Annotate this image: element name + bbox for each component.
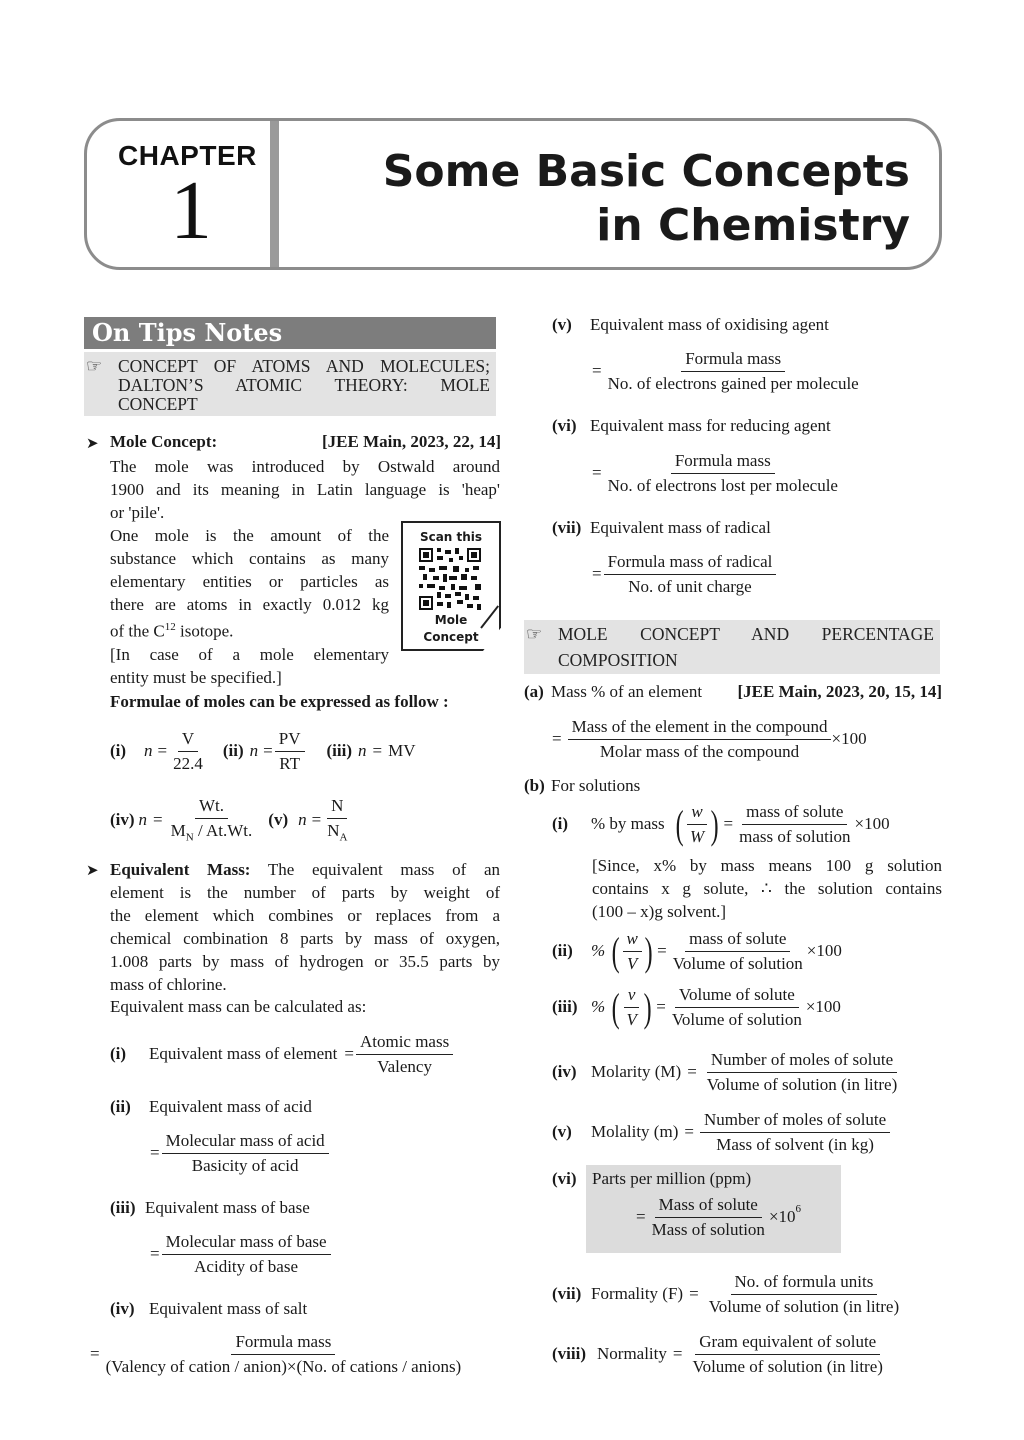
volume-by-volume-formula (552, 981, 841, 1033)
fraction-denominator (167, 819, 257, 843)
formula-variable: n (138, 810, 148, 829)
qr-bottom-label-1: Mole (434, 613, 468, 627)
formula-variable: n (298, 810, 307, 829)
fraction-numerator: Atomic mass (356, 1032, 453, 1055)
mole-paragraph-2 (110, 524, 389, 689)
fraction-numerator: Volume of solute (675, 985, 799, 1008)
fraction-denominator: V (626, 1009, 637, 1029)
equivalent-mass-calc-text: Equivalent mass can be calculated as: (110, 997, 367, 1016)
equals-sign: = (372, 741, 383, 760)
subscript: N (185, 831, 194, 844)
fraction (568, 717, 832, 762)
superscript: 6 (795, 1203, 802, 1215)
topic-line: DALTON’S ATOMIC THEORY: MOLE (118, 375, 490, 395)
text-line: One mole is the amount of the (110, 526, 389, 545)
fraction-numerator: Mass of solute (655, 1195, 762, 1218)
fraction-denominator: RT (279, 753, 300, 773)
fraction-numerator: Molecular mass of base (162, 1232, 331, 1255)
item-text: Mass % of an element (551, 682, 703, 701)
text-line: entity must be specified.] (110, 667, 282, 687)
equiv-base-label-row (110, 1198, 310, 1218)
equals-sign: = (153, 810, 163, 829)
item-label: (iv) (110, 1299, 135, 1318)
equiv-salt-formula (90, 1331, 465, 1377)
text-line: mass of chlorine. (110, 975, 227, 994)
text-line: element is the number of parts by weight of (110, 883, 500, 902)
qr-code-icon[interactable] (419, 548, 481, 610)
multiplier: ×100 (854, 814, 890, 833)
item-label: (iii) (110, 1198, 136, 1217)
fraction-numerator: Formula mass of radical (604, 552, 777, 575)
fraction-denominator: (Valency of cation / anion)×(No. of cations / anions) (105, 1356, 462, 1376)
reducing-label-row (552, 416, 831, 436)
fraction-denominator: Mass of solution (651, 1219, 765, 1239)
item-text: Molarity (M) (591, 1062, 682, 1081)
right-paren: ) (710, 801, 719, 847)
fraction-numerator: mass of solute (685, 929, 790, 952)
mass-percent-formula (552, 716, 867, 762)
multiplier: ×100 (806, 941, 842, 960)
superscript: 12 (164, 621, 176, 633)
molarity-formula (552, 1048, 901, 1096)
item-label: (iv) (552, 1062, 577, 1081)
molality-formula (552, 1108, 890, 1156)
text-line: elementary entities or particles as (110, 572, 389, 591)
equals-sign: = (689, 1284, 699, 1303)
fraction-denominator: No. of electrons gained per molecule (607, 373, 859, 393)
mole-formula-row-2 (110, 795, 351, 845)
mass-by-mass-formula (552, 798, 890, 850)
text-line: substance which contains as many (110, 549, 389, 568)
item-text: Normality (597, 1344, 667, 1363)
equiv-acid-label-row (110, 1097, 312, 1117)
fraction (604, 451, 842, 496)
fraction-numerator: mass of solute (742, 802, 847, 825)
multiplier: ×100 (805, 997, 841, 1016)
equals-sign: = (150, 1143, 160, 1162)
fraction-denominator: Volume of solution (in litre) (706, 1074, 898, 1094)
formality-formula (552, 1270, 903, 1318)
formula-value: MV (388, 741, 416, 760)
fraction-denominator: Volume of solution (672, 953, 803, 973)
equals-sign: = (657, 941, 667, 960)
formula-variable: n (358, 741, 367, 760)
equals-sign: = (90, 1344, 100, 1363)
multiplier: ×100 (831, 729, 867, 748)
fraction-denominator: Valency (377, 1056, 432, 1076)
item-label: (vi) (552, 416, 577, 435)
item-reference: [JEE Main, 2023, 20, 15, 14] (737, 682, 942, 701)
item-text: Equivalent mass of oxidising agent (590, 315, 829, 334)
text-line: the element which combines or replaces from a (110, 906, 500, 925)
fraction-denominator: Volume of solution (671, 1009, 802, 1029)
fraction (686, 802, 708, 847)
fraction-numerator: v (624, 985, 640, 1008)
chapter-title (383, 145, 910, 253)
fraction-numerator: N (327, 796, 347, 819)
chapter-number: 1 (170, 164, 212, 257)
fraction-denominator: 22.4 (173, 753, 203, 773)
fraction-numerator: w (687, 802, 706, 825)
percent-sign: % (591, 997, 606, 1016)
formula-label: (iv) (110, 810, 135, 829)
fraction (688, 1332, 886, 1377)
text-fragment: N (327, 821, 340, 841)
equivalent-mass-paragraph (110, 858, 500, 996)
equals-sign: = (592, 564, 602, 583)
fraction (323, 796, 351, 843)
section-bar: On Tips Notes (84, 317, 496, 349)
equals-sign: = (552, 729, 562, 748)
text-fragment: The equivalent mass of an (267, 860, 500, 879)
item-text: Equivalent mass for reducing agent (590, 416, 831, 435)
fraction-denominator: Volume of solution (in litre) (708, 1296, 900, 1316)
topic-box-mole-concept (524, 620, 940, 674)
equals-sign: = (150, 1244, 160, 1263)
text-line: The mole was introduced by Ostwald around (110, 457, 500, 476)
item-label: (v) (552, 315, 572, 334)
formulae-heading: Formulae of moles can be expressed as follow : (110, 692, 449, 711)
fraction-denominator: No. of unit charge (628, 576, 752, 596)
fraction-denominator: Volume of solution (in litre) (692, 1356, 883, 1376)
fraction-numerator: Formula mass (671, 451, 775, 474)
item-label: (iii) (552, 997, 578, 1016)
formula-label: (i) (110, 741, 127, 760)
item-text: Equivalent mass of salt (149, 1299, 308, 1318)
reducing-formula (592, 450, 842, 496)
text-line: or 'pile'. (110, 503, 165, 522)
item-label: (viii) (552, 1344, 586, 1363)
fraction-numerator: V (178, 729, 198, 752)
bullet-arrow-icon: ➤ (86, 436, 99, 452)
normality-formula (552, 1330, 887, 1378)
item-text: % by mass (591, 814, 665, 833)
mole-reference: [JEE Main, 2023, 22, 14] (322, 432, 501, 451)
fraction-numerator: Number of moles of solute (700, 1110, 890, 1133)
chapter-title-line2: in Chemistry (596, 200, 910, 251)
fraction (604, 349, 863, 394)
item-text: Equivalent mass of element (149, 1044, 338, 1063)
text-line: (100 – x)g solvent.] (592, 902, 727, 921)
subscript: A (339, 831, 348, 844)
fraction (623, 929, 642, 974)
fraction-numerator: w (623, 929, 642, 952)
equals-sign: = (592, 463, 602, 482)
mass-by-volume-formula (552, 925, 842, 977)
fraction (604, 552, 777, 597)
topic-line: CONCEPT OF ATOMS AND MOLECULES; (118, 356, 490, 376)
fraction-denominator: Mass of solvent (in kg) (716, 1134, 874, 1154)
topic-line: MOLE CONCEPT AND PERCENTAGE (558, 624, 934, 644)
fraction (668, 985, 806, 1030)
equals-sign: = (592, 361, 602, 380)
equals-sign: = (157, 741, 168, 760)
fraction (102, 1332, 466, 1377)
ppm-formula (636, 1193, 801, 1241)
fraction-denominator: W (690, 826, 705, 846)
fraction-numerator: Formula mass (681, 349, 785, 372)
fraction (356, 1032, 453, 1077)
item-label: (vii) (552, 518, 582, 537)
fraction-denominator: No. of electrons lost per molecule (607, 475, 838, 495)
fraction-denominator: Molar mass of the compound (599, 741, 800, 761)
equiv-base-formula (150, 1231, 331, 1277)
fraction-numerator: Formula mass (231, 1332, 335, 1355)
fraction (275, 729, 305, 774)
fraction-denominator: V (626, 953, 638, 973)
fraction-numerator: PV (275, 729, 305, 752)
item-label: (i) (110, 1044, 127, 1063)
fraction-denominator: Acidity of base (194, 1256, 299, 1276)
fraction (169, 729, 207, 774)
text-line: contains x g solute, ∴ the solution contains (592, 879, 942, 898)
multiplier: ×10 (768, 1207, 796, 1226)
fraction (669, 929, 807, 974)
fraction-numerator: Number of moles of solute (707, 1050, 897, 1073)
equivalent-mass-heading: Equivalent Mass: (110, 860, 251, 879)
text-fragment: of the C (110, 621, 165, 641)
fraction-numerator: Molecular mass of acid (162, 1131, 329, 1154)
item-text: Equivalent mass of base (145, 1198, 310, 1217)
topic-box-atoms (84, 352, 496, 416)
formula-label: (ii) (222, 741, 244, 760)
text-line: there are atoms in exactly 0.012 kg (110, 595, 389, 614)
left-paren: ( (611, 928, 620, 974)
equals-sign: = (672, 1344, 683, 1363)
equals-sign: = (311, 810, 322, 829)
fraction-denominator (323, 819, 351, 843)
topic-line: COMPOSITION (558, 650, 678, 670)
item-label: (a) (524, 682, 544, 701)
topic-line: CONCEPT (118, 394, 198, 414)
fraction-denominator: Basicity of acid (191, 1155, 299, 1175)
text-line: 1.008 parts by mass of hydrogen or 35.5 parts by (110, 952, 500, 971)
oxidising-label-row (552, 315, 829, 335)
text-line (110, 616, 389, 643)
fraction-numerator: Gram equivalent of solute (695, 1332, 880, 1355)
equiv-acid-formula (150, 1130, 329, 1176)
qr-top-label: Scan this (419, 530, 483, 544)
formula-variable: n (144, 741, 153, 760)
percent-sign: % (591, 941, 606, 960)
text-line: [In case of a mole elementary (110, 644, 389, 664)
ppm-text: Parts per million (ppm) (592, 1169, 752, 1188)
equals-sign: = (723, 814, 734, 833)
item-label: (ii) (552, 941, 573, 960)
text-line: [Since, x% by mass means 100 g solution (592, 856, 942, 875)
item-label: (v) (552, 1122, 572, 1141)
item-label: (vi) (552, 1169, 577, 1188)
pointing-hand-icon: ☞ (86, 356, 103, 376)
right-paren: ) (644, 928, 653, 974)
fraction-denominator: mass of solution (739, 826, 851, 846)
text-fragment: / At.Wt. (193, 821, 253, 841)
item-text: Equivalent mass of radical (590, 518, 771, 537)
fraction (623, 985, 641, 1030)
mass-percent-row (524, 682, 942, 702)
equiv-salt-label-row (110, 1299, 307, 1319)
radical-formula (592, 551, 776, 597)
solutions-row (524, 776, 640, 796)
item-label: (b) (524, 776, 545, 795)
pointing-hand-icon: ☞ (526, 624, 543, 644)
item-label: (ii) (110, 1097, 131, 1116)
fraction (700, 1110, 890, 1155)
fraction (735, 802, 854, 847)
left-paren: ( (611, 984, 620, 1030)
fraction (162, 1131, 329, 1176)
left-paren: ( (675, 801, 684, 847)
equals-sign: = (344, 1044, 354, 1063)
equals-sign: = (684, 1122, 694, 1141)
item-text: Molality (m) (591, 1122, 679, 1141)
item-text: Formality (F) (591, 1284, 684, 1303)
text-line (110, 858, 500, 881)
chapter-title-line1: Some Basic Concepts (382, 146, 910, 197)
text-line: chemical combination 8 parts by mass of oxygen, (110, 929, 500, 948)
equals-sign: = (263, 741, 273, 760)
formula-label: (iii) (326, 741, 352, 760)
item-label: (vii) (552, 1284, 582, 1303)
fraction (162, 1232, 331, 1277)
fraction-numerator: Wt. (195, 796, 228, 819)
mass-by-mass-note (592, 854, 942, 923)
equals-sign: = (636, 1207, 646, 1226)
fraction (703, 1050, 901, 1095)
chapter-header-divider (270, 121, 279, 267)
item-label: (i) (552, 814, 569, 833)
text-fragment: isotope. (175, 621, 234, 641)
item-text: Equivalent mass of acid (149, 1097, 312, 1116)
formula-variable: n (249, 741, 259, 760)
text-line: 1900 and its meaning in Latin language is 'heap' (110, 480, 500, 499)
mole-formula-row-1 (110, 728, 416, 774)
right-paren: ) (643, 984, 652, 1030)
fraction (167, 796, 257, 843)
chapter-label: CHAPTER (118, 140, 257, 171)
mole-paragraph-1 (110, 455, 500, 524)
fraction (648, 1195, 769, 1240)
item-text: For solutions (551, 776, 641, 795)
bullet-arrow-icon: ➤ (86, 863, 99, 879)
fraction-numerator: Mass of the element in the compound (568, 717, 832, 740)
equals-sign: = (687, 1062, 697, 1081)
mole-heading: Mole Concept: (110, 432, 218, 451)
oxidising-formula (592, 348, 863, 394)
fraction (705, 1272, 903, 1317)
radical-label-row (552, 518, 771, 538)
equiv-element-row (110, 1030, 498, 1078)
formula-label: (v) (268, 810, 289, 829)
qr-bottom-label-2: Concept (423, 630, 479, 644)
text-fragment: M (170, 821, 186, 841)
equals-sign: = (656, 997, 666, 1016)
fraction-numerator: No. of formula units (731, 1272, 878, 1295)
